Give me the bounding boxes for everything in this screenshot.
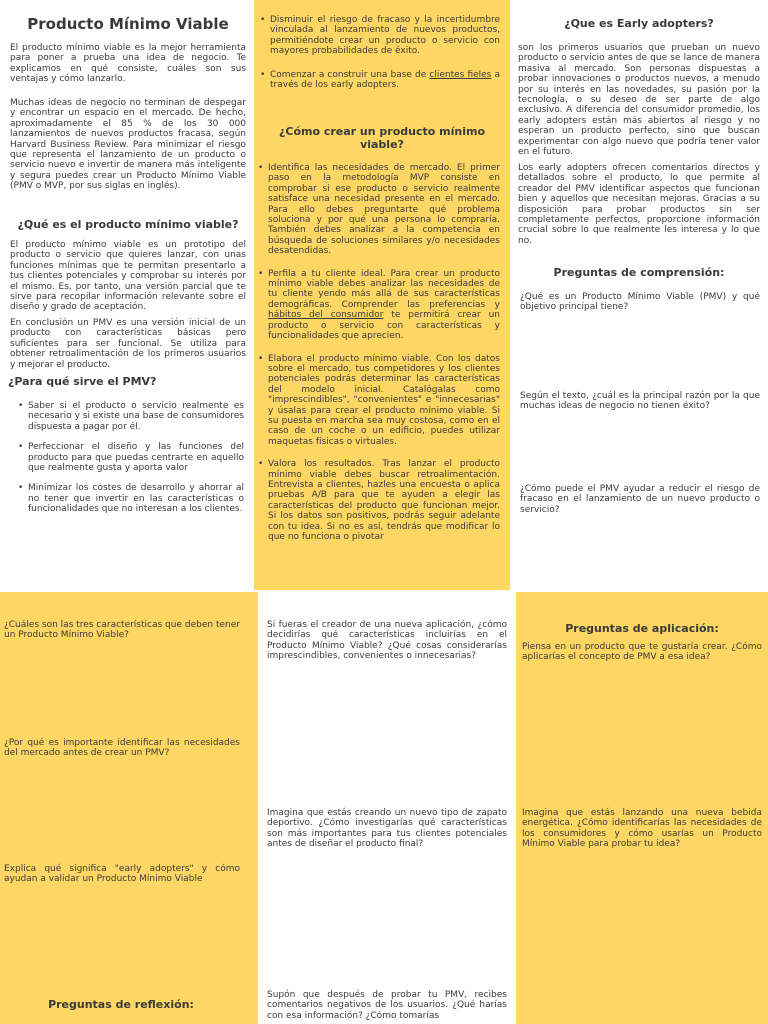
question-early-adopters: Explica qué significa "early adopters" y cómo ayudan a validar un Producto Mínimo Viable xyxy=(4,864,240,885)
intro-paragraph: El producto mínimo viable es la mejor herramienta para poner a prueba una idea de negocio. Te explicamos en qué consiste, cuáles son sus ventajas y cómo lanzarlo. xyxy=(10,43,246,85)
section-heading-reflexion: Preguntas de reflexión: xyxy=(48,998,194,1011)
question-producto-crear: Piensa en un producto que te gustaría crear. ¿Cómo aplicarías el concepto de PMV a esa idea? xyxy=(522,642,762,663)
question-zapato: Imagina que estás creando un nuevo tipo de zapato deportivo. ¿Cómo investigarías qué características son más importantes para tus clientes potenciales antes de diseñar el producto final? xyxy=(267,808,507,850)
list-item: • Minimizar los costes de desarrollo y ahorrar al no tener que invertir en las características o funcionalidades que no interesan a los clientes. xyxy=(18,483,244,514)
steps-list xyxy=(258,163,500,542)
list-item: • Perfeccionar el diseño y las funciones del producto para que puedas centrarte en aquello que realmente gusta y aporta valor xyxy=(18,442,244,473)
list-item: • Saber si el producto o servicio realmente es necesario y si existe una base de consumidores dispuesta a pagar por él. xyxy=(18,401,244,432)
conclusion-paragraph: En conclusión un PMV es una versión inicial de un producto con características básicas pero suficientes para ser funcional. Se utiliza para obtener retroalimentación de los primeros usuarios y mejorar el producto. xyxy=(10,318,246,370)
question-comentarios: Supón que después de probar tu PMV, recibes comentarios negativos de los usuarios. ¿Qué harías con esa información? ¿Cómo tomarías xyxy=(267,990,507,1021)
column-steps xyxy=(254,0,510,590)
question-bebida-energetica: Imagina que estás lanzando una nueva bebida energética. ¿Cómo identificarías las necesidades de los consumidores y cómo usarías un Producto Mínimo Viable para probar tu idea? xyxy=(522,808,762,850)
comprehension-question-3: ¿Cómo puede el PMV ayudar a reducir el riesgo de fracaso en el lanzamiento de un nuevo producto o servicio? xyxy=(520,484,760,515)
section-heading-como-crear: ¿Cómo crear un producto mínimo viable? xyxy=(278,125,485,151)
step-item: • Elabora el producto mínimo viable. Con los datos sobre el mercado, tus competidores y los clientes potenciales podrás determinar las características del modelo inicial. Catalógalas como "imprescindibles", "convenientes" e "innecesarias" y úsalas para crear el producto mínimo viable. Si su puesta en marcha sea muy costosa, como en el caso de un coche o un edificio, puedes utilizar maquetas físicas o virtuales. xyxy=(258,354,500,448)
list-item: • Disminuir el riesgo de fracaso y la incertidumbre vinculada al lanzamiento de nuevos productos, permitiéndote crear un producto o servicio con mayores probabilidades de éxito. xyxy=(260,15,500,57)
purpose-list-continued xyxy=(260,15,500,90)
section-heading-comprension: Preguntas de comprensión: xyxy=(553,266,725,279)
panel-reflection xyxy=(0,592,258,1024)
question-necesidades: ¿Por qué es importante identificar las necesidades del mercado antes de crear un PMV? xyxy=(4,738,240,759)
section-heading-que-es: ¿Qué es el producto mínimo viable? xyxy=(17,218,239,231)
comprehension-question-2: Según el texto, ¿cuál es la principal razón por la que muchas ideas de negocio no tienen éxito? xyxy=(520,391,760,412)
step-item: • Identifica las necesidades de mercado. El primer paso en la metodología MVP consiste en comprobar si ese producto o servicio realmente satisface una necesidad presente en el mercado. Para ello debes preguntarte qué problema soluciona y por qué una persona lo compraría. También debes analizar a la competencia en búsqueda de soluciones similares y/o necesidades desatendidas. xyxy=(258,163,500,257)
question-aplicacion: Si fueras el creador de una nueva aplicación, ¿cómo decidirías qué características incluirías en el Producto Mínimo Viable? ¿Qué cosas considerarías imprescindibles, convenientes o innecesarias? xyxy=(267,620,507,662)
question-caracteristicas: ¿Cuáles son las tres características que deben tener un Producto Mínimo Viable? xyxy=(4,620,240,641)
panel-application xyxy=(516,592,768,1024)
step-item: • Perfila a tu cliente ideal. Para crear un producto mínimo viable debes analizar las necesidades de tu cliente yendo más allá de sus características demográficas. Comprender las preferencias y hábitos del consumidor te permitirá crear un producto o servicio con características y funcionalidades que aprecien. xyxy=(258,269,500,342)
section-heading-early-adopters: ¿Que es Early adopters? xyxy=(564,17,714,30)
context-paragraph: Muchas ideas de negocio no terminan de despegar y encontrar un espacio en el mercado. De hecho, aproximadamente el 85 % de los 30 000 lanzamientos de nuevos productos fracasa, según Harvard Business Review. Para minimizar el riesgo que representa el lanzamiento de un producto o servicio nuevo e invertir de manera más inteligente y segura puedes crear un Producto Mínimo Viable (PMV o MVP, por sus siglas en inglés). xyxy=(10,98,246,192)
list-item: • Comenzar a construir una base de clientes fieles a través de los early adopters. xyxy=(260,70,500,91)
page-title: Producto Mínimo Viable xyxy=(27,15,229,33)
section-heading-aplicacion: Preguntas de aplicación: xyxy=(565,622,719,635)
step-item: • Valora los resultados. Tras lanzar el producto mínimo viable debes buscar retroalimentación. Entrevista a clientes, hazles una encuesta o aplica pruebas A/B para que te ayuden a elegir las características del producto que funcionan mejor. Si los datos son positivos, podrás seguir adelante con tu idea. Si no es así, tendrás que modificar lo que no funciona o pivotar xyxy=(258,459,500,542)
panel-reflection-questions xyxy=(258,592,516,1024)
purpose-list xyxy=(18,401,244,515)
clientes-fieles-link[interactable]: clientes fieles xyxy=(429,69,492,80)
column-early-adopters xyxy=(510,0,768,590)
column-intro xyxy=(0,0,254,590)
comprehension-question-1: ¿Qué es un Producto Mínimo Viable (PMV) y qué objetivo principal tiene? xyxy=(520,292,760,313)
early-adopters-paragraph: son los primeros usuarios que prueban un nuevo producto o servicio antes de que se lance de manera masiva al mercado. Son personas dispuestas a probar innovaciones o productos nuevos, a menudo por su interés en las novedades, su pasión por la tecnología, o su deseo de ser parte de algo exclusivo. A diferencia del consumidor promedio, los early adopters están más abiertos al riesgo y no esperan un producto perfecto, sino que buscan experimentar con algo nuevo que podría tener valor en el futuro. xyxy=(518,43,760,158)
definition-paragraph: El producto mínimo viable es un prototipo del producto o servicio que quieres lanzar, con unas funciones mínimas que te permitan presentarlo a tus clientes potenciales y comprobar su interés por el mismo. Es, por tanto, una versión parcial que te sirve para recopilar información relevante sobre el diseño y grado de aceptación. xyxy=(10,240,246,313)
early-adopters-feedback-paragraph: Los early adopters ofrecen comentarios directos y detallados sobre el producto, lo que permite al creador del PMV identificar aspectos que funcionan bien y aquellos que necesitan mejoras. Gracias a su disposición para probar productos sin ser completamente perfectos, proporcione información crucial sobre lo que realmente les interesa y lo que no. xyxy=(518,163,760,246)
section-heading-para-que: ¿Para qué sirve el PMV? xyxy=(8,375,157,388)
habitos-consumidor-link[interactable]: hábitos del consumidor xyxy=(268,310,384,321)
